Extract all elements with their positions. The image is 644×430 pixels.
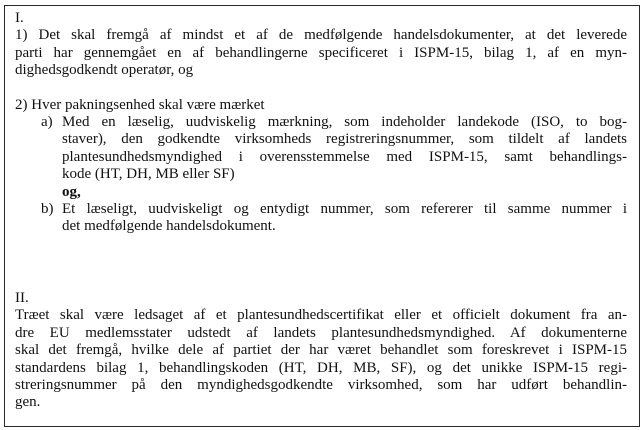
section-two-line: Træet skal være ledsaget af et plantesundhedscertifikat eller et officielt dokument fra an- <box>15 307 627 324</box>
item-b-line: Et læseligt, uudviskeligt og entydigt nummer, som refererer til samme nummer i <box>62 201 627 218</box>
list-marker-b: b) <box>41 201 54 218</box>
list-item-b <box>15 201 627 236</box>
item-a-line: plantesundhedsmyndighed i overensstemmelse med ISPM-15, samt behandlings- <box>62 148 627 165</box>
item-a-line: Med en læselig, uudviskelig mærkning, som indeholder landekode (ISO, to bog- <box>62 114 627 131</box>
point-one-line: dighedsgodkendt operatør, og <box>15 62 194 79</box>
point-two-intro: 2) Hver pakningsenhed skal være mærket <box>15 96 265 113</box>
document-box <box>4 5 640 427</box>
section-two-paragraph <box>15 307 627 411</box>
list-marker-a: a) <box>41 114 53 131</box>
section-one-heading: I. <box>15 10 24 26</box>
section-two-heading: II. <box>15 290 29 306</box>
list-item-a <box>15 114 627 201</box>
paragraph-spacer <box>15 80 627 97</box>
section-one <box>15 10 627 236</box>
section-two-line: streringsnummer på den myndighedsgodkendte virksomhed, som har udført behandlin- <box>15 377 627 394</box>
section-two-line: dre EU medlemsstater udstedt af landets plantesundhedsmyndighed. Af dokumenterne <box>15 324 627 341</box>
section-two-line: skal det fremgå, hvilke dele af partiet der har været behandlet som foreskrevet i ISPM-15 <box>15 342 627 359</box>
point-one-line: 1) Det skal fremgå af mindst et af de medfølgende handelsdokumenter, at det leverede <box>15 27 627 44</box>
conjunction-og: og, <box>62 183 81 200</box>
point-one-line: parti har gennemgået en af behandlingerne specificeret i ISPM-15, bilag 1, af en myn- <box>15 44 627 61</box>
item-a-line: kode (HT, DH, MB eller SF) <box>62 166 235 183</box>
item-b-line: det medfølgende handelsdokument. <box>62 218 276 235</box>
section-two-line: gen. <box>15 394 41 411</box>
section-two-line: standardens bilag 1, behandlingskoden (HT, DH, MB, SF), og det unikke ISPM-15 regi- <box>15 359 627 376</box>
section-two <box>15 290 627 412</box>
item-a-line: staver), den godkendte virksomheds registreringsnummer, som tildelt af landets <box>62 131 627 148</box>
point-one-paragraph <box>15 27 627 79</box>
